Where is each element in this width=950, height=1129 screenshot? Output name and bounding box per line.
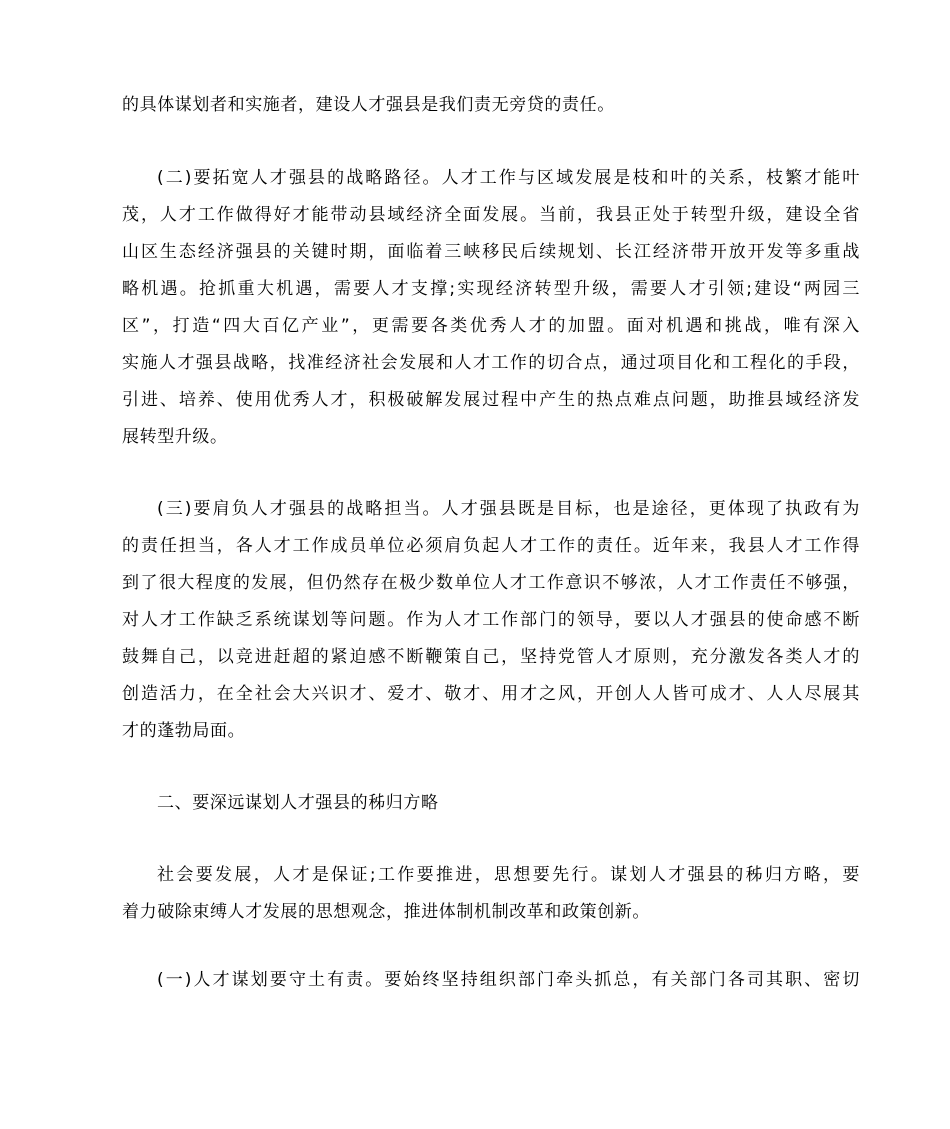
text-line: 实施人才强县战略，找准经济社会发展和人才工作的切合点，通过项目化和工程化的手段， xyxy=(122,353,860,373)
heading-text: 二、要深远谋划人才强县的秭归方略 xyxy=(157,793,439,813)
text-line: 才的蓬勃局面。 xyxy=(122,721,246,741)
text-line: (三)要肩负人才强县的战略担当。人才强县既是目标，也是途径，更体现了执政有为 xyxy=(157,499,860,519)
text-line: 展转型升级。 xyxy=(122,427,228,447)
text-line: 茂，人才工作做得好才能带动县域经济全面发展。当前，我县正处于转型升级，建设全省 xyxy=(122,205,860,225)
paragraph-talent-planning xyxy=(122,962,862,999)
text-line: 到了很大程度的发展，但仍然存在极少数单位人才工作意识不够浓，人才工作责任不够强， xyxy=(122,573,860,593)
text-line: (一)人才谋划要守土有责。要始终坚持组织部门牵头抓总，有关部门各司其职、密切 xyxy=(157,970,860,990)
text-line: 的具体谋划者和实施者，建设人才强县是我们责无旁贷的责任。 xyxy=(122,95,615,115)
text-line: 社会要发展，人才是保证;工作要推进，思想要先行。谋划人才强县的秭归方略，要 xyxy=(157,865,860,885)
text-line: 的责任担当，各人才工作成员单位必须肩负起人才工作的责任。近年来，我县人才工作得 xyxy=(122,536,860,556)
text-line: 鼓舞自己，以竞进赶超的紧迫感不断鞭策自己，坚持党管人才原则，充分激发各类人才的 xyxy=(122,647,860,667)
text-line: 区”，打造“四大百亿产业”，更需要各类优秀人才的加盟。面对机遇和挑战，唯有深入 xyxy=(122,316,860,336)
text-line: 山区生态经济强县的关键时期，面临着三峡移民后续规划、长江经济带开放开发等多重战 xyxy=(122,242,860,262)
text-line: 创造活力，在全社会大兴识才、爱才、敬才、用才之风，开创人人皆可成才、人人尽展其 xyxy=(122,684,860,704)
section-heading xyxy=(122,785,862,822)
text-line: (二)要拓宽人才强县的战略路径。人才工作与区域发展是枝和叶的关系，枝繁才能叶 xyxy=(157,168,860,188)
text-line: 对人才工作缺乏系统谋划等问题。作为人才工作部门的领导，要以人才强县的使命感不断 xyxy=(122,610,860,630)
text-line: 略机遇。抢抓重大机遇，需要人才支撑;实现经济转型升级，需要人才引领;建设“两园三 xyxy=(122,279,860,299)
text-line: 引进、培养、使用优秀人才，积极破解发展过程中产生的热点难点问题，助推县域经济发 xyxy=(122,390,860,410)
paragraph-strategy-path xyxy=(122,160,862,456)
paragraph-continuation xyxy=(122,87,862,124)
paragraph-strategic-responsibility xyxy=(122,491,862,750)
text-line: 着力破除束缚人才发展的思想观念，推进体制机制改革和政策创新。 xyxy=(122,902,650,922)
paragraph-society-development xyxy=(122,857,862,931)
